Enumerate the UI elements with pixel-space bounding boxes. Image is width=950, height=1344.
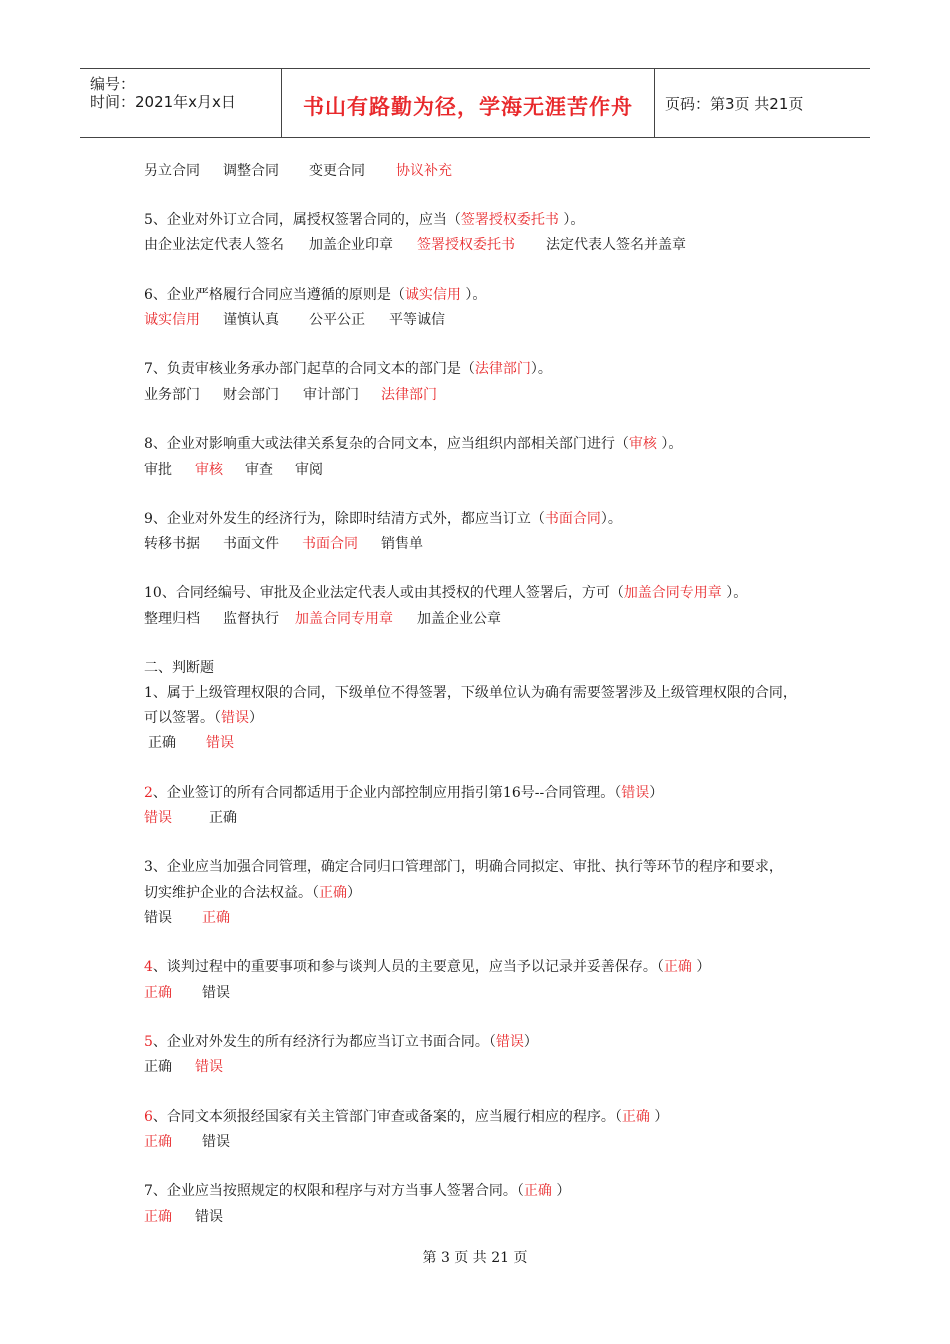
question-text — [144, 709, 263, 727]
question-stem: 、企业应当按照规定的权限和程序与对方当事人签署合同。（ — [152, 1183, 524, 1199]
option-row — [144, 311, 445, 329]
question-number: 6 — [144, 1109, 153, 1125]
option-correct: 错误 — [144, 810, 172, 826]
option: 错误 — [202, 985, 230, 1001]
question-number: 5 — [144, 1034, 153, 1050]
option-correct: 正确 — [144, 1134, 172, 1150]
question-answer: 诚实信用 — [404, 287, 461, 303]
question-text — [144, 1033, 538, 1051]
question-stem: 、企业应当加强合同管理，确定合同归口管理部门，明确合同拟定、审批、执行等环节的程序和要求， — [152, 859, 783, 875]
header-page-label: 页码：第3页 共21页 — [665, 95, 804, 113]
question-answer: 签署授权委托书 — [460, 212, 559, 228]
option: 审阅 — [295, 462, 323, 478]
question-close: ）。 — [656, 436, 683, 452]
option-correct: 错误 — [195, 1059, 223, 1075]
option: 公平公正 — [309, 312, 365, 328]
question-text — [144, 435, 682, 453]
header-motto: 书山有路勤为径，学海无涯苦作舟 — [303, 95, 633, 119]
question-number: 1 — [144, 685, 153, 701]
option-row — [144, 461, 323, 479]
question-answer: 正确 — [523, 1183, 552, 1199]
question-answer: 书面合同 — [544, 511, 601, 527]
question-answer: 正确 — [663, 959, 692, 975]
option: 监督执行 — [223, 611, 279, 627]
option-row — [144, 610, 501, 628]
option-row — [144, 1058, 223, 1076]
question-text — [144, 1182, 570, 1200]
option-row — [144, 236, 686, 254]
option-correct: 正确 — [202, 910, 230, 926]
option-correct: 错误 — [206, 735, 234, 751]
question-answer: 错误 — [221, 710, 249, 726]
question-stem: 9、企业对外发生的经济行为，除即时结清方式外，都应当订立（ — [144, 511, 545, 527]
question-text — [144, 684, 797, 702]
option: 变更合同 — [309, 163, 365, 179]
question-close: ） — [551, 1183, 571, 1199]
header-meta-cell — [80, 69, 281, 137]
option: 加盖企业公章 — [417, 611, 501, 627]
question-close: ） — [347, 885, 361, 901]
question-answer: 加盖合同专用章 — [623, 585, 722, 601]
option-correct: 正确 — [144, 985, 172, 1001]
question-close: ）。 — [600, 511, 622, 527]
option-row — [144, 1208, 223, 1226]
question-stem: 5、企业对外订立合同，属授权签署合同的，应当（ — [144, 212, 461, 228]
option: 正确 — [209, 810, 237, 826]
question-text — [144, 360, 552, 378]
option-correct: 法律部门 — [381, 387, 437, 403]
option: 另立合同 — [144, 163, 200, 179]
question-stem: 6、企业严格履行合同应当遵循的原则是（ — [144, 287, 405, 303]
option-correct: 加盖合同专用章 — [295, 611, 393, 627]
question-text — [144, 584, 747, 602]
question-text — [144, 858, 783, 876]
option-row — [144, 1133, 230, 1151]
option-row — [148, 734, 234, 752]
question-text — [144, 1108, 668, 1126]
doc-time-label: 时间：2021年x月x日 — [90, 93, 236, 111]
question-stem: 7、负责审核业务承办部门起草的合同文本的部门是（ — [144, 361, 475, 377]
question-number: 7 — [144, 1183, 153, 1199]
section-title: 二、判断题 — [144, 660, 214, 676]
question-text — [144, 211, 584, 229]
question-close: ） — [649, 785, 664, 801]
question-close: ）。 — [460, 287, 487, 303]
option: 审批 — [144, 462, 172, 478]
option: 错误 — [195, 1209, 223, 1225]
question-answer: 法律部门 — [474, 361, 531, 377]
question-text — [144, 784, 663, 802]
question-number: 3 — [144, 859, 153, 875]
header-page-cell — [655, 69, 870, 137]
question-close: ）。 — [530, 361, 552, 377]
question-answer: 正确 — [319, 885, 347, 901]
question-answer: 正确 — [621, 1109, 650, 1125]
page-footer: 第 3 页 共 21 页 — [422, 1250, 528, 1266]
option: 由企业法定代表人签名 — [144, 237, 284, 253]
option: 审查 — [245, 462, 273, 478]
option: 加盖企业印章 — [309, 237, 393, 253]
option-row — [144, 809, 237, 827]
option-row — [144, 162, 452, 180]
question-stem: 、企业签订的所有合同都适用于企业内部控制应用指引第16号--合同管理。（ — [152, 785, 622, 801]
option: 调整合同 — [223, 163, 279, 179]
option: 错误 — [202, 1134, 230, 1150]
option: 财会部门 — [223, 387, 279, 403]
option-correct: 签署授权委托书 — [417, 237, 515, 253]
option-row — [144, 535, 423, 553]
question-stem: 、谈判过程中的重要事项和参与谈判人员的主要意见，应当予以记录并妥善保存。（ — [152, 959, 664, 975]
question-close: ）。 — [558, 212, 585, 228]
option-correct: 正确 — [144, 1209, 172, 1225]
question-answer: 错误 — [621, 785, 650, 801]
option: 错误 — [144, 910, 172, 926]
option-correct: 诚实信用 — [144, 312, 200, 328]
question-stem: 10、合同经编号、审批及企业法定代表人或由其授权的代理人签署后，方可（ — [144, 585, 624, 601]
option: 正确 — [144, 1059, 172, 1075]
page-header — [80, 68, 870, 138]
option: 平等诚信 — [389, 312, 445, 328]
question-number: 2 — [144, 785, 153, 801]
option-row — [144, 386, 437, 404]
question-text — [144, 510, 622, 528]
question-close: ） — [523, 1034, 538, 1050]
option: 转移书据 — [144, 536, 200, 552]
question-answer: 审核 — [628, 436, 657, 452]
question-close: ）。 — [721, 585, 748, 601]
option-row — [144, 909, 230, 927]
question-close: ） — [249, 710, 263, 726]
option-correct: 协议补充 — [396, 163, 452, 179]
doc-number-label: 编号： — [90, 75, 136, 93]
question-close: ） — [649, 1109, 669, 1125]
question-text — [144, 884, 361, 902]
question-stem: 、属于上级管理权限的合同，下级单位不得签署，下级单位认为确有需要签署涉及上级管理权限的合同， — [152, 685, 797, 701]
option: 业务部门 — [144, 387, 200, 403]
question-stem: 可以签署。（ — [144, 710, 221, 726]
option-correct: 书面合同 — [302, 536, 358, 552]
question-number: 4 — [144, 959, 153, 975]
question-close: ） — [691, 959, 711, 975]
question-stem: 8、企业对影响重大或法律关系复杂的合同文本，应当组织内部相关部门进行（ — [144, 436, 629, 452]
option: 审计部门 — [303, 387, 359, 403]
option: 整理归档 — [144, 611, 200, 627]
option: 销售单 — [381, 536, 423, 552]
question-answer: 错误 — [495, 1034, 524, 1050]
option: 书面文件 — [223, 536, 279, 552]
question-text — [144, 958, 710, 976]
question-stem: 、企业对外发生的所有经济行为都应当订立书面合同。（ — [152, 1034, 496, 1050]
header-motto-cell — [281, 69, 655, 137]
option: 法定代表人签名并盖章 — [546, 237, 686, 253]
question-text — [144, 286, 486, 304]
question-stem: 切实维护企业的合法权益。（ — [144, 885, 319, 901]
option-correct: 审核 — [195, 462, 223, 478]
option: 正确 — [148, 735, 176, 751]
option: 谨慎认真 — [223, 312, 279, 328]
question-stem: 、合同文本须报经国家有关主管部门审查或备案的，应当履行相应的程序。（ — [152, 1109, 622, 1125]
option-row — [144, 984, 230, 1002]
